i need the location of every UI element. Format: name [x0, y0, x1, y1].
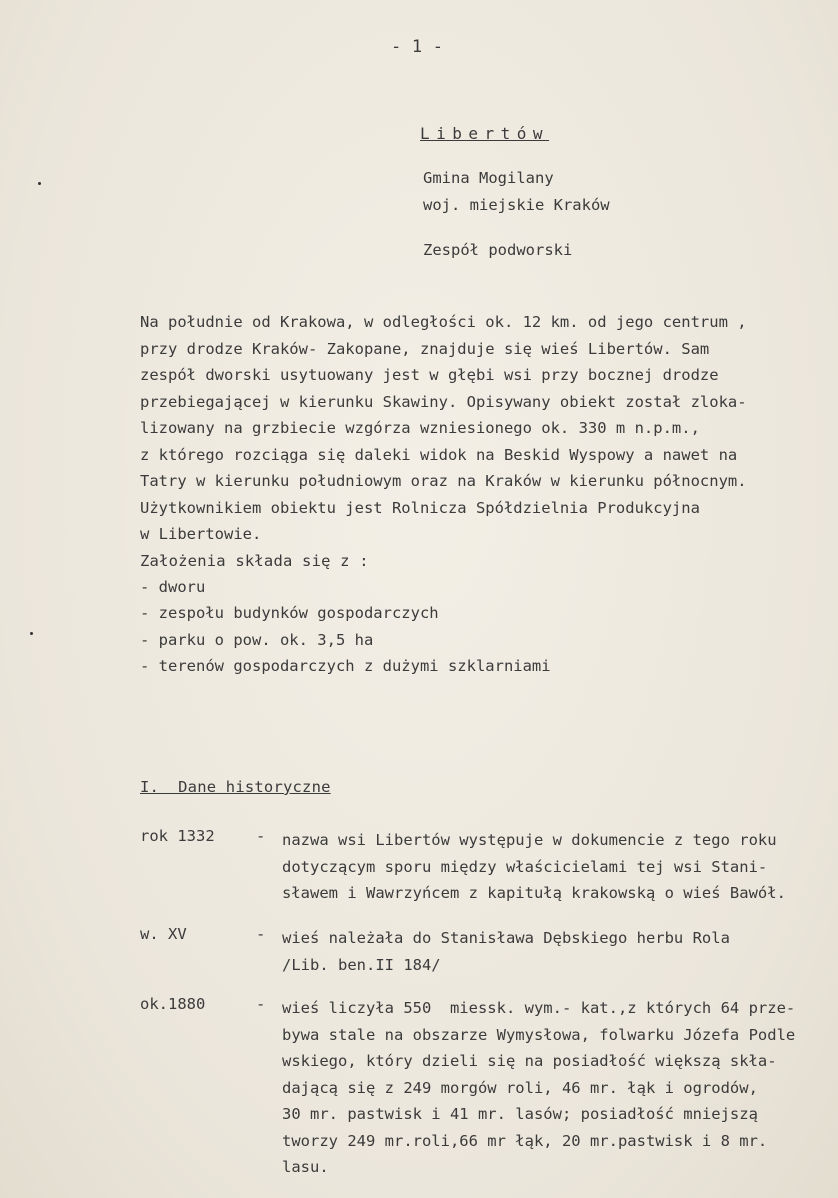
entry-text — [282, 925, 820, 978]
paragraph-line: Na południe od Krakowa, w odległości ok. 12 km. od jego centrum , — [140, 313, 747, 331]
entry-dash: - — [256, 925, 266, 943]
header-municipality: Gmina Mogilany — [423, 169, 554, 187]
header-voivodeship: woj. miejskie Kraków — [423, 196, 610, 214]
list-item: - terenów gospodarczych z dużymi szklarniami — [140, 657, 551, 675]
entry-line: 30 mr. pastwisk i 41 mr. lasów; posiadłość mniejszą — [282, 1105, 758, 1123]
entry-text — [282, 827, 820, 907]
entry-line: wieś należała do Stanisława Dębskiego herbu Rola — [282, 929, 730, 947]
document-title: Libertów — [420, 124, 550, 143]
entry-line: tworzy 249 mr.roli,66 mr łąk, 20 mr.pastwisk i 8 mr. — [282, 1131, 768, 1150]
paragraph-line: w Libertowie. — [140, 525, 262, 543]
list-item: - dworu — [140, 578, 206, 596]
paragraph-line: przebiegającej w kierunku Skawiny. Opisywany obiekt został zloka- — [140, 392, 747, 411]
header-complex: Zespół podworski — [423, 241, 573, 259]
margin-mark — [30, 632, 33, 635]
entry-date: rok 1332 — [140, 827, 215, 845]
entry-line: wskiego, który dzieli się na posiadłość większą skła- — [282, 1052, 777, 1070]
entry-text — [282, 995, 820, 1181]
paragraph-line: lizowany na grzbiecie wzgórza wzniesionego ok. 330 m n.p.m., — [140, 419, 700, 437]
entry-date: w. XV — [140, 925, 187, 943]
entry-line: /Lib. ben.II 184/ — [282, 955, 441, 974]
intro-paragraph — [140, 309, 820, 548]
paragraph-line: z którego rozciąga się daleki widok na Beskid Wyspowy a nawet na — [140, 445, 738, 464]
entry-dash: - — [256, 827, 266, 845]
entry-line: sławem i Wawrzyńcem z kapitułą krakowską o wieś Bawół. — [282, 884, 786, 902]
list-item: - zespołu budynków gospodarczych — [140, 604, 439, 622]
paragraph-line: Użytkownikiem obiektu jest Rolnicza Spółdzielnia Produkcyjna — [140, 498, 700, 517]
entry-date: ok.1880 — [140, 995, 206, 1013]
entry-line: dotyczącym sporu między właścicielami tej wsi Stani- — [282, 857, 768, 876]
margin-mark — [38, 182, 41, 185]
entry-dash: - — [256, 995, 266, 1013]
paragraph-line: zespół dworski usytuowany jest w głębi wsi przy bocznej drodze — [140, 366, 719, 384]
entry-line: bywa stale na obszarze Wymysłowa, folwarku Józefa Podle — [282, 1025, 796, 1044]
section-heading: I. Dane historyczne — [140, 778, 331, 796]
paragraph-line: przy drodze Kraków- Zakopane, znajduje się wieś Libertów. Sam — [140, 339, 710, 358]
entry-line: lasu. — [282, 1158, 329, 1176]
entry-line: dającą się z 249 morgów roli, 46 mr. łąk i ogrodów, — [282, 1078, 758, 1097]
entry-line: nazwa wsi Libertów występuje w dokumencie z tego roku — [282, 831, 777, 849]
page-number: - 1 - — [391, 37, 444, 57]
list-intro: Założenia składa się z : — [140, 552, 369, 570]
list-item: - parku o pow. ok. 3,5 ha — [140, 631, 374, 649]
paragraph-line: Tatry w kierunku południowym oraz na Kraków w kierunku północnym. — [140, 472, 747, 490]
entry-line: wieś liczyła 550 miessk. wym.- kat.,z których 64 prze- — [282, 999, 796, 1017]
